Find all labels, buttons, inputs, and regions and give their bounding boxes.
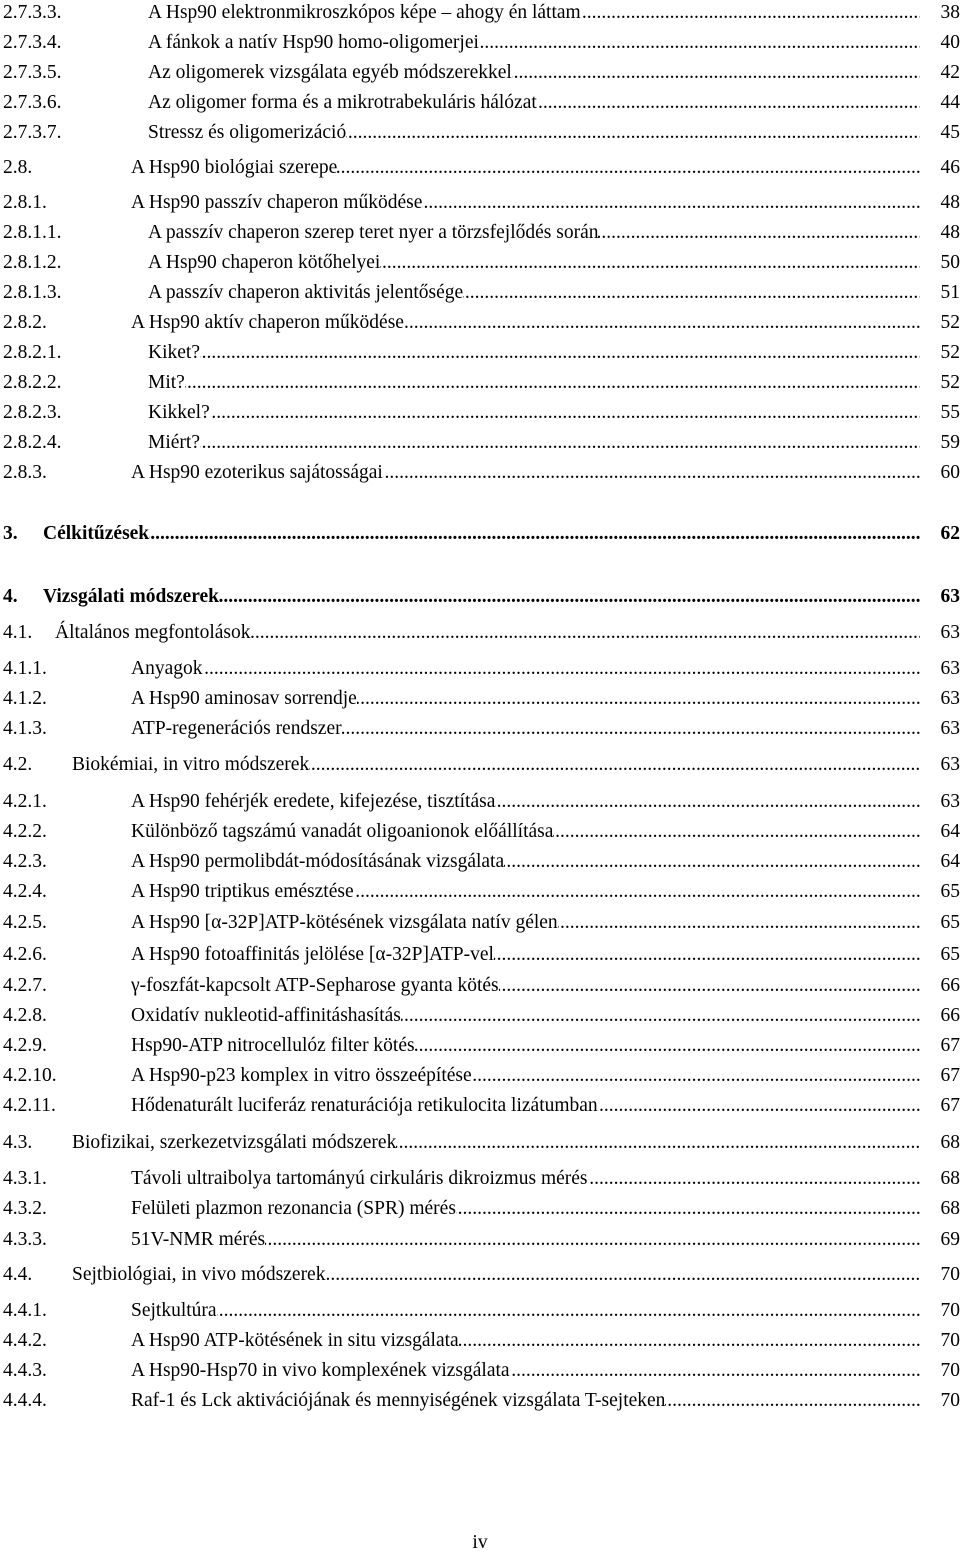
toc-page-number: 63 xyxy=(940,791,960,812)
toc-page-number: 52 xyxy=(940,372,960,393)
toc-entry xyxy=(3,1358,960,1388)
toc-number: 4.4.1. xyxy=(3,1300,47,1321)
toc-number: 4.2.8. xyxy=(3,1005,47,1026)
toc-number: 4.1.1. xyxy=(3,658,47,679)
toc-number: 2.8.2.4. xyxy=(3,432,62,453)
toc-title: ..... Oxidatív nukleotid-affinitáshasítás xyxy=(131,1003,920,1029)
toc-page-number: 40 xyxy=(940,32,960,53)
toc-number: 2.8.1.3. xyxy=(3,282,62,303)
toc-entry xyxy=(3,1388,960,1418)
toc-title: ..... A Hsp90 aminosav sorrendje xyxy=(131,686,920,712)
toc-title: ..... A Hsp90 fehérjék eredete, kifejezése, tisztítása xyxy=(131,789,920,815)
toc-number: 4.2.5. xyxy=(3,912,47,933)
toc-entry xyxy=(3,370,960,400)
toc-entry xyxy=(3,716,960,746)
toc-page-number: 68 xyxy=(940,1198,960,1219)
toc-page-number: 67 xyxy=(940,1065,960,1086)
toc-number: 4.4. xyxy=(3,1264,33,1285)
toc-title: ..... Biofizikai, szerkezetvizsgálati módszerek xyxy=(72,1130,920,1156)
toc-title: ..... Mit? xyxy=(148,370,920,396)
toc-title: ..... A Hsp90 triptikus emésztése xyxy=(131,879,920,905)
toc-entry xyxy=(3,789,960,819)
toc-entry xyxy=(3,1033,960,1063)
toc-number: 2.8.2. xyxy=(3,312,47,333)
toc-page-number: 60 xyxy=(940,462,960,483)
toc-number: 4.2. xyxy=(3,754,33,775)
toc-title: ..... Az oligomerek vizsgálata egyéb módszerekkel xyxy=(148,60,920,86)
toc-number: 4.3.1. xyxy=(3,1168,47,1189)
toc-page-number: 70 xyxy=(940,1330,960,1351)
toc-page-number: 67 xyxy=(940,1095,960,1116)
toc-title: ..... A Hsp90 permolibdát-módosításának vizsgálata xyxy=(131,849,920,875)
toc-entry xyxy=(3,1262,960,1292)
toc-title: ..... A Hsp90 fotoaffinitás jelölése [α-32P]ATP-vel xyxy=(131,942,920,968)
toc-page-number: 42 xyxy=(940,62,960,83)
toc-title: ..... Kikkel? xyxy=(148,400,920,426)
toc-title: ..... ATP-regenerációs rendszer xyxy=(131,716,920,742)
toc-entry xyxy=(3,400,960,430)
toc-number: 4.2.6. xyxy=(3,944,47,965)
toc-page-number: 63 xyxy=(940,586,960,607)
toc-title: ..... Kiket? xyxy=(148,340,920,366)
toc-page-number: 48 xyxy=(940,222,960,243)
toc-title: ..... Biokémiai, in vitro módszerek xyxy=(72,752,920,778)
toc-number: 2.8.3. xyxy=(3,462,47,483)
toc-number: 2.7.3.7. xyxy=(3,122,62,143)
toc-title: ..... A Hsp90 ezoterikus sajátosságai xyxy=(131,460,920,486)
toc-title: ..... Sejtbiológiai, in vivo módszerek xyxy=(72,1262,920,1288)
toc-page-number: 52 xyxy=(940,342,960,363)
toc-number: 4.3. xyxy=(3,1132,33,1153)
toc-number: 4.4.4. xyxy=(3,1390,47,1411)
toc-number: 4.2.11. xyxy=(3,1095,56,1116)
toc-page-number: 65 xyxy=(940,944,960,965)
toc-entry xyxy=(3,430,960,460)
toc-entry xyxy=(3,1328,960,1358)
toc-entry xyxy=(3,460,960,490)
toc-entry xyxy=(3,120,960,150)
page-footer-number: iv xyxy=(472,1532,488,1553)
toc-title: ..... A Hsp90 [α-32P]ATP-kötésének vizsgálata natív gélen xyxy=(131,910,920,936)
toc-entry xyxy=(3,280,960,310)
toc-entry xyxy=(3,1063,960,1093)
toc-number: 2.8.2.2. xyxy=(3,372,62,393)
toc-title: ..... Sejtkultúra xyxy=(131,1298,920,1324)
toc-page-number: 50 xyxy=(940,252,960,273)
toc-number: 2.7.3.6. xyxy=(3,92,62,113)
toc-entry xyxy=(3,819,960,849)
toc-entry xyxy=(3,942,960,972)
toc-entry xyxy=(3,0,960,30)
toc-entry xyxy=(3,155,960,185)
toc-title: ..... Raf-1 és Lck aktivációjának és mennyiségének vizsgálata T-sejteken xyxy=(131,1388,920,1414)
toc-title: ..... Célkitűzések xyxy=(43,521,920,547)
toc-entry xyxy=(3,310,960,340)
toc-title: ..... A Hsp90 elektronmikroszkópos képe – ahogy én láttam xyxy=(148,0,920,26)
toc-title: ..... γ-foszfát-kapcsolt ATP-Sepharose gyanta kötés xyxy=(131,973,920,999)
toc-entry xyxy=(3,90,960,120)
toc-page-number: 45 xyxy=(940,122,960,143)
toc-page-number: 70 xyxy=(940,1390,960,1411)
toc-entry xyxy=(3,1166,960,1196)
toc-entry xyxy=(3,1093,960,1123)
toc-number: 4.2.7. xyxy=(3,975,47,996)
toc-number: 2.8.2.3. xyxy=(3,402,62,423)
toc-entry xyxy=(3,849,960,879)
toc-number: 2.8.1. xyxy=(3,192,47,213)
toc-entry xyxy=(3,879,960,909)
toc-number: 3. xyxy=(3,523,18,544)
toc-page-number: 52 xyxy=(940,312,960,333)
toc-title: ..... A Hsp90 biológiai szerepe xyxy=(131,155,920,181)
toc-page-number: 64 xyxy=(940,851,960,872)
toc-number: 2.8. xyxy=(3,157,33,178)
toc-page-number: 68 xyxy=(940,1168,960,1189)
toc-page-number: 63 xyxy=(940,622,960,643)
toc-number: 4.2.2. xyxy=(3,821,47,842)
toc-entry xyxy=(3,656,960,686)
toc-title: ..... 51V-NMR mérés xyxy=(131,1227,920,1253)
toc-page-number: 63 xyxy=(940,688,960,709)
toc-title: ..... A Hsp90 ATP-kötésének in situ vizsgálata xyxy=(131,1328,920,1354)
toc-number: 4.1. xyxy=(3,622,33,643)
toc-number: 4.3.2. xyxy=(3,1198,47,1219)
toc-title: ..... Stressz és oligomerizáció xyxy=(148,120,920,146)
toc-number: 4.2.1. xyxy=(3,791,47,812)
toc-entry xyxy=(3,910,960,940)
toc-number: 2.8.1.2. xyxy=(3,252,62,273)
toc-entry xyxy=(3,60,960,90)
toc-page-number: 46 xyxy=(940,157,960,178)
toc-title: ..... Felületi plazmon rezonancia (SPR) mérés xyxy=(131,1196,920,1222)
toc-chapter-entry xyxy=(3,521,960,551)
toc-title: ..... Általános megfontolások xyxy=(55,620,920,646)
toc-entry xyxy=(3,1227,960,1257)
toc-number: 4.2.9. xyxy=(3,1035,47,1056)
toc-page-number: 55 xyxy=(940,402,960,423)
toc-page-number: 44 xyxy=(940,92,960,113)
toc-entry xyxy=(3,973,960,1003)
toc-page-number: 70 xyxy=(940,1264,960,1285)
toc-page-number: 38 xyxy=(940,2,960,23)
toc-number: 4.4.3. xyxy=(3,1360,47,1381)
toc-entry xyxy=(3,340,960,370)
toc-title: ..... A passzív chaperon aktivitás jelentősége xyxy=(148,280,920,306)
toc-entry xyxy=(3,220,960,250)
toc-page-number: 70 xyxy=(940,1300,960,1321)
toc-entry xyxy=(3,686,960,716)
toc-number: 4.2.4. xyxy=(3,881,47,902)
toc-number: 4.2.3. xyxy=(3,851,47,872)
toc-number: 2.8.1.1. xyxy=(3,222,62,243)
toc-page-number: 66 xyxy=(940,1005,960,1026)
toc-number: 4.1.2. xyxy=(3,688,47,709)
toc-page-number: 63 xyxy=(940,658,960,679)
toc-chapter-entry xyxy=(3,584,960,614)
toc-entry xyxy=(3,752,960,782)
toc-page-number: 59 xyxy=(940,432,960,453)
toc-page-number: 66 xyxy=(940,975,960,996)
toc-number: 4.4.2. xyxy=(3,1330,47,1351)
toc-title: ..... A Hsp90 passzív chaperon működése xyxy=(131,190,920,216)
toc-page-number: 51 xyxy=(940,282,960,303)
toc-number: 2.7.3.4. xyxy=(3,32,62,53)
toc-page-number: 64 xyxy=(940,821,960,842)
toc-number: 4.3.3. xyxy=(3,1229,47,1250)
toc-page-number: 63 xyxy=(940,754,960,775)
toc-title: ..... Hődenaturált luciferáz renaturációja retikulocita lizátumban xyxy=(131,1093,920,1119)
toc-entry xyxy=(3,1130,960,1160)
toc-entry xyxy=(3,620,960,650)
toc-page-number: 48 xyxy=(940,192,960,213)
toc-page-number: 62 xyxy=(940,523,960,544)
toc-number: 2.7.3.5. xyxy=(3,62,62,83)
toc-title: ..... Távoli ultraibolya tartományú cirkuláris dikroizmus mérés xyxy=(131,1166,920,1192)
toc-title: ..... A Hsp90 aktív chaperon működése xyxy=(131,310,920,336)
toc-page-number: 69 xyxy=(940,1229,960,1250)
toc-entry xyxy=(3,190,960,220)
toc-number: 2.8.2.1. xyxy=(3,342,62,363)
toc-number: 2.7.3.3. xyxy=(3,2,62,23)
toc-title: ..... Vizsgálati módszerek xyxy=(43,584,920,610)
toc-title: ..... A passzív chaperon szerep teret nyer a törzsfejlődés során xyxy=(148,220,920,246)
toc-page-number: 67 xyxy=(940,1035,960,1056)
toc-title: ..... A Hsp90-p23 komplex in vitro összeépítése xyxy=(131,1063,920,1089)
toc-title: ..... Miért? xyxy=(148,430,920,456)
toc-entry xyxy=(3,250,960,280)
toc-title: ..... A Hsp90-Hsp70 in vivo komplexének vizsgálata xyxy=(131,1358,920,1384)
toc-page-number: 65 xyxy=(940,881,960,902)
toc-title: ..... Az oligomer forma és a mikrotrabekuláris hálózat xyxy=(148,90,920,116)
toc-title: ..... A fánkok a natív Hsp90 homo-oligomerjei xyxy=(148,30,920,56)
toc-title: ..... Hsp90-ATP nitrocellulóz filter kötés xyxy=(131,1033,920,1059)
toc-page-number: 68 xyxy=(940,1132,960,1153)
toc-page-number: 65 xyxy=(940,912,960,933)
toc-entry xyxy=(3,1298,960,1328)
toc-entry xyxy=(3,1196,960,1226)
toc-title: ..... Különböző tagszámú vanadát oligoanionok előállítása xyxy=(131,819,920,845)
toc-page-number: 70 xyxy=(940,1360,960,1381)
toc-entry xyxy=(3,1003,960,1033)
toc-number: 4. xyxy=(3,586,18,607)
toc-title: ..... Anyagok xyxy=(131,656,920,682)
toc-number: 4.2.10. xyxy=(3,1065,57,1086)
toc-number: 4.1.3. xyxy=(3,718,47,739)
toc-page-number: 63 xyxy=(940,718,960,739)
toc-title: ..... A Hsp90 chaperon kötőhelyei xyxy=(148,250,920,276)
toc-entry xyxy=(3,30,960,60)
